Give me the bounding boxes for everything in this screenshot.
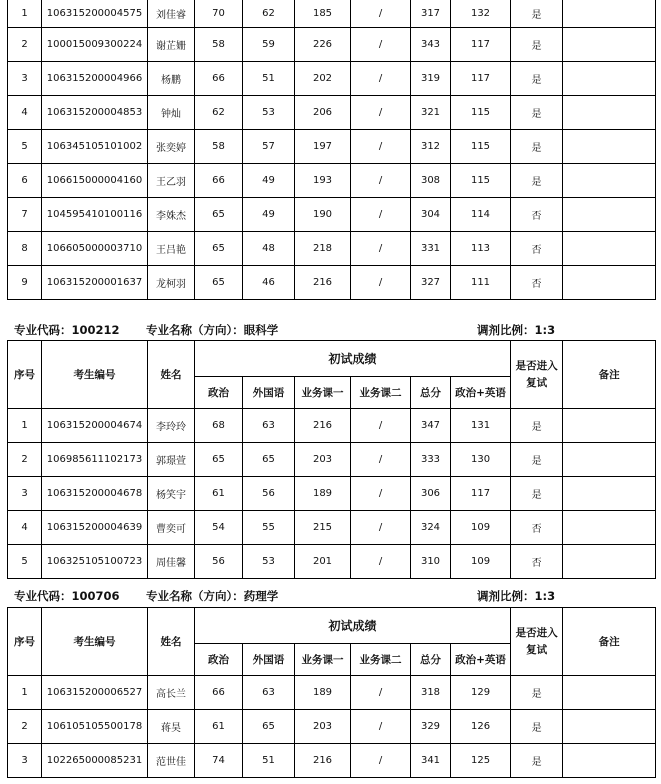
cell-remarks xyxy=(563,477,656,511)
cell-name: 谢芷姗 xyxy=(148,28,195,62)
cell-enter-retest: 否 xyxy=(511,198,563,232)
cell-total: 347 xyxy=(411,409,451,443)
header-name: 姓名 xyxy=(148,341,195,409)
cell-politics: 66 xyxy=(195,164,243,198)
cell-name: 高长兰 xyxy=(148,676,195,710)
table-row xyxy=(8,710,656,744)
cell-exam-id: 106345105101002 xyxy=(42,130,148,164)
cell-total: 312 xyxy=(411,130,451,164)
cell-total: 321 xyxy=(411,96,451,130)
table-row xyxy=(8,164,656,198)
table-row xyxy=(8,477,656,511)
cell-name: 钟灿 xyxy=(148,96,195,130)
cell-foreign-language: 53 xyxy=(243,545,295,579)
cell-course2: / xyxy=(351,545,411,579)
table-row xyxy=(8,409,656,443)
cell-politics: 70 xyxy=(195,0,243,28)
cell-total: 308 xyxy=(411,164,451,198)
cell-foreign-language: 62 xyxy=(243,0,295,28)
header-politics-english: 政治+英语 xyxy=(451,644,511,676)
table-row xyxy=(8,96,656,130)
cell-exam-id: 106105105500178 xyxy=(42,710,148,744)
cell-seq: 1 xyxy=(8,676,42,710)
cell-seq: 6 xyxy=(8,164,42,198)
cell-remarks xyxy=(563,62,656,96)
cell-exam-id: 106315200001637 xyxy=(42,266,148,300)
table-row xyxy=(8,744,656,778)
major-name: 专业名称（方向）：眼科学 xyxy=(146,323,279,337)
cell-name: 周佳馨 xyxy=(148,545,195,579)
header-foreign-language: 外国语 xyxy=(243,644,295,676)
cell-foreign-language: 63 xyxy=(243,409,295,443)
cell-remarks xyxy=(563,710,656,744)
cell-course2: / xyxy=(351,130,411,164)
section-header-ophthalmology xyxy=(14,322,594,338)
cell-remarks xyxy=(563,96,656,130)
cell-course1: 216 xyxy=(295,744,351,778)
header-seq: 序号 xyxy=(8,341,42,409)
cell-exam-id: 104595410100116 xyxy=(42,198,148,232)
cell-name: 蒋昊 xyxy=(148,710,195,744)
cell-politics-english: 115 xyxy=(451,164,511,198)
cell-remarks xyxy=(563,198,656,232)
cell-enter-retest: 否 xyxy=(511,511,563,545)
header-total: 总分 xyxy=(411,377,451,409)
header-politics: 政治 xyxy=(195,644,243,676)
cell-politics: 74 xyxy=(195,744,243,778)
cell-remarks xyxy=(563,443,656,477)
cell-politics: 58 xyxy=(195,28,243,62)
adjust-ratio: 调剂比例：1:3 xyxy=(477,589,556,603)
cell-remarks xyxy=(563,164,656,198)
cell-total: 304 xyxy=(411,198,451,232)
cell-course2: / xyxy=(351,164,411,198)
cell-course1: 216 xyxy=(295,409,351,443)
cell-politics: 61 xyxy=(195,710,243,744)
cell-name: 杨笑宇 xyxy=(148,477,195,511)
cell-seq: 4 xyxy=(8,96,42,130)
cell-course1: 206 xyxy=(295,96,351,130)
cell-total: 327 xyxy=(411,266,451,300)
cell-foreign-language: 65 xyxy=(243,443,295,477)
cell-exam-id: 106315200004853 xyxy=(42,96,148,130)
cell-politics: 61 xyxy=(195,477,243,511)
cell-enter-retest: 是 xyxy=(511,744,563,778)
cell-exam-id: 106315200006527 xyxy=(42,676,148,710)
cell-politics-english: 131 xyxy=(451,409,511,443)
cell-politics-english: 130 xyxy=(451,443,511,477)
cell-politics-english: 109 xyxy=(451,545,511,579)
cell-politics-english: 109 xyxy=(451,511,511,545)
cell-seq: 4 xyxy=(8,511,42,545)
cell-course1: 218 xyxy=(295,232,351,266)
adjust-ratio: 调剂比例：1:3 xyxy=(477,323,556,337)
header-remarks: 备注 xyxy=(563,608,656,676)
cell-foreign-language: 56 xyxy=(243,477,295,511)
cell-foreign-language: 53 xyxy=(243,96,295,130)
cell-enter-retest: 是 xyxy=(511,0,563,28)
cell-exam-id: 106315200004678 xyxy=(42,477,148,511)
cell-total: 324 xyxy=(411,511,451,545)
cell-total: 317 xyxy=(411,0,451,28)
cell-politics-english: 129 xyxy=(451,676,511,710)
cell-enter-retest: 是 xyxy=(511,710,563,744)
header-initial-scores: 初试成绩 xyxy=(195,341,511,377)
cell-enter-retest: 是 xyxy=(511,477,563,511)
cell-total: 319 xyxy=(411,62,451,96)
header-enter-retest: 是否进入复试 xyxy=(511,341,563,409)
header-name: 姓名 xyxy=(148,608,195,676)
cell-exam-id: 106315200004966 xyxy=(42,62,148,96)
cell-seq: 8 xyxy=(8,232,42,266)
cell-politics-english: 114 xyxy=(451,198,511,232)
major-code: 专业代码：100212 xyxy=(14,323,120,337)
cell-course2: / xyxy=(351,511,411,545)
cell-course2: / xyxy=(351,443,411,477)
cell-enter-retest: 是 xyxy=(511,96,563,130)
table-row xyxy=(8,198,656,232)
cell-remarks xyxy=(563,28,656,62)
cell-foreign-language: 51 xyxy=(243,62,295,96)
cell-exam-id: 106615000004160 xyxy=(42,164,148,198)
cell-enter-retest: 是 xyxy=(511,62,563,96)
cell-enter-retest: 是 xyxy=(511,443,563,477)
cell-foreign-language: 48 xyxy=(243,232,295,266)
admission-table-ophthalmology xyxy=(7,340,656,579)
cell-enter-retest: 是 xyxy=(511,28,563,62)
cell-name: 李玲玲 xyxy=(148,409,195,443)
cell-name: 王吕艳 xyxy=(148,232,195,266)
cell-course1: 203 xyxy=(295,710,351,744)
cell-enter-retest: 否 xyxy=(511,266,563,300)
table-row xyxy=(8,0,656,28)
cell-politics: 62 xyxy=(195,96,243,130)
cell-name: 曹奕可 xyxy=(148,511,195,545)
cell-name: 张奕婷 xyxy=(148,130,195,164)
cell-foreign-language: 49 xyxy=(243,164,295,198)
cell-course1: 189 xyxy=(295,676,351,710)
cell-name: 王乙羽 xyxy=(148,164,195,198)
cell-remarks xyxy=(563,0,656,28)
cell-seq: 1 xyxy=(8,0,42,28)
table-row xyxy=(8,676,656,710)
cell-politics-english: 117 xyxy=(451,62,511,96)
cell-course2: / xyxy=(351,266,411,300)
cell-total: 331 xyxy=(411,232,451,266)
cell-course1: 201 xyxy=(295,545,351,579)
cell-exam-id: 106315200004575 xyxy=(42,0,148,28)
cell-remarks xyxy=(563,409,656,443)
cell-politics: 58 xyxy=(195,130,243,164)
table-row xyxy=(8,130,656,164)
cell-course2: / xyxy=(351,676,411,710)
cell-seq: 5 xyxy=(8,130,42,164)
cell-remarks xyxy=(563,744,656,778)
table-row xyxy=(8,266,656,300)
header-course1: 业务课一 xyxy=(295,377,351,409)
cell-total: 341 xyxy=(411,744,451,778)
table-body-2 xyxy=(8,676,656,778)
cell-course1: 203 xyxy=(295,443,351,477)
cell-remarks xyxy=(563,511,656,545)
cell-politics: 66 xyxy=(195,676,243,710)
cell-seq: 2 xyxy=(8,443,42,477)
table-row xyxy=(8,232,656,266)
cell-politics-english: 117 xyxy=(451,477,511,511)
cell-exam-id: 106315200004674 xyxy=(42,409,148,443)
cell-total: 343 xyxy=(411,28,451,62)
admission-table-pharmacology xyxy=(7,607,656,778)
cell-enter-retest: 是 xyxy=(511,164,563,198)
major-name: 专业名称（方向）：药理学 xyxy=(146,589,279,603)
cell-course2: / xyxy=(351,232,411,266)
table-row xyxy=(8,28,656,62)
cell-politics: 56 xyxy=(195,545,243,579)
cell-total: 333 xyxy=(411,443,451,477)
header-politics: 政治 xyxy=(195,377,243,409)
cell-politics: 65 xyxy=(195,232,243,266)
cell-politics: 54 xyxy=(195,511,243,545)
cell-politics-english: 115 xyxy=(451,130,511,164)
header-foreign-language: 外国语 xyxy=(243,377,295,409)
cell-politics: 65 xyxy=(195,443,243,477)
cell-enter-retest: 是 xyxy=(511,676,563,710)
header-exam-id: 考生编号 xyxy=(42,341,148,409)
cell-name: 郭璟萱 xyxy=(148,443,195,477)
cell-foreign-language: 57 xyxy=(243,130,295,164)
cell-remarks xyxy=(563,130,656,164)
header-remarks: 备注 xyxy=(563,341,656,409)
cell-total: 318 xyxy=(411,676,451,710)
cell-total: 306 xyxy=(411,477,451,511)
table-row xyxy=(8,511,656,545)
cell-course2: / xyxy=(351,96,411,130)
cell-politics-english: 115 xyxy=(451,96,511,130)
cell-name: 李姝杰 xyxy=(148,198,195,232)
header-total: 总分 xyxy=(411,644,451,676)
cell-seq: 9 xyxy=(8,266,42,300)
cell-exam-id: 106985611102173 xyxy=(42,443,148,477)
header-course2: 业务课二 xyxy=(351,644,411,676)
table-body-0 xyxy=(8,0,656,300)
table-row xyxy=(8,443,656,477)
cell-course2: / xyxy=(351,477,411,511)
cell-course1: 226 xyxy=(295,28,351,62)
cell-foreign-language: 65 xyxy=(243,710,295,744)
cell-enter-retest: 是 xyxy=(511,409,563,443)
cell-politics-english: 132 xyxy=(451,0,511,28)
cell-course2: / xyxy=(351,710,411,744)
cell-politics: 68 xyxy=(195,409,243,443)
cell-remarks xyxy=(563,676,656,710)
cell-politics-english: 111 xyxy=(451,266,511,300)
cell-politics: 65 xyxy=(195,198,243,232)
table-row xyxy=(8,62,656,96)
header-course2: 业务课二 xyxy=(351,377,411,409)
cell-foreign-language: 51 xyxy=(243,744,295,778)
cell-course1: 190 xyxy=(295,198,351,232)
cell-seq: 3 xyxy=(8,744,42,778)
header-exam-id: 考生编号 xyxy=(42,608,148,676)
section-header-pharmacology xyxy=(14,588,594,604)
cell-politics-english: 117 xyxy=(451,28,511,62)
header-initial-scores: 初试成绩 xyxy=(195,608,511,644)
cell-exam-id: 106325105100723 xyxy=(42,545,148,579)
cell-total: 329 xyxy=(411,710,451,744)
major-code: 专业代码：100706 xyxy=(14,589,120,603)
cell-politics-english: 125 xyxy=(451,744,511,778)
cell-seq: 2 xyxy=(8,710,42,744)
cell-seq: 1 xyxy=(8,409,42,443)
cell-exam-id: 106315200004639 xyxy=(42,511,148,545)
cell-seq: 3 xyxy=(8,62,42,96)
cell-foreign-language: 59 xyxy=(243,28,295,62)
header-seq: 序号 xyxy=(8,608,42,676)
cell-seq: 7 xyxy=(8,198,42,232)
cell-course1: 189 xyxy=(295,477,351,511)
cell-course2: / xyxy=(351,744,411,778)
cell-course2: / xyxy=(351,409,411,443)
cell-politics-english: 126 xyxy=(451,710,511,744)
cell-exam-id: 106605000003710 xyxy=(42,232,148,266)
table-row xyxy=(8,545,656,579)
cell-course2: / xyxy=(351,28,411,62)
cell-name: 刘佳睿 xyxy=(148,0,195,28)
cell-course1: 215 xyxy=(295,511,351,545)
header-politics-english: 政治+英语 xyxy=(451,377,511,409)
cell-seq: 2 xyxy=(8,28,42,62)
cell-enter-retest: 否 xyxy=(511,545,563,579)
cell-foreign-language: 49 xyxy=(243,198,295,232)
cell-total: 310 xyxy=(411,545,451,579)
cell-foreign-language: 63 xyxy=(243,676,295,710)
table-body-1 xyxy=(8,409,656,579)
cell-seq: 5 xyxy=(8,545,42,579)
header-course1: 业务课一 xyxy=(295,644,351,676)
cell-course1: 202 xyxy=(295,62,351,96)
cell-foreign-language: 55 xyxy=(243,511,295,545)
cell-course1: 216 xyxy=(295,266,351,300)
cell-foreign-language: 46 xyxy=(243,266,295,300)
cell-enter-retest: 否 xyxy=(511,232,563,266)
header-enter-retest: 是否进入复试 xyxy=(511,608,563,676)
admission-table-continued xyxy=(7,0,656,300)
cell-enter-retest: 是 xyxy=(511,130,563,164)
cell-course1: 193 xyxy=(295,164,351,198)
cell-exam-id: 102265000085231 xyxy=(42,744,148,778)
cell-course2: / xyxy=(351,198,411,232)
cell-politics: 65 xyxy=(195,266,243,300)
cell-remarks xyxy=(563,232,656,266)
cell-exam-id: 100015009300224 xyxy=(42,28,148,62)
cell-course2: / xyxy=(351,0,411,28)
cell-course2: / xyxy=(351,62,411,96)
cell-name: 龙柯羽 xyxy=(148,266,195,300)
cell-politics: 66 xyxy=(195,62,243,96)
cell-politics-english: 113 xyxy=(451,232,511,266)
cell-remarks xyxy=(563,266,656,300)
cell-course1: 185 xyxy=(295,0,351,28)
cell-name: 范世佳 xyxy=(148,744,195,778)
cell-course1: 197 xyxy=(295,130,351,164)
cell-name: 杨鹏 xyxy=(148,62,195,96)
cell-seq: 3 xyxy=(8,477,42,511)
cell-remarks xyxy=(563,545,656,579)
